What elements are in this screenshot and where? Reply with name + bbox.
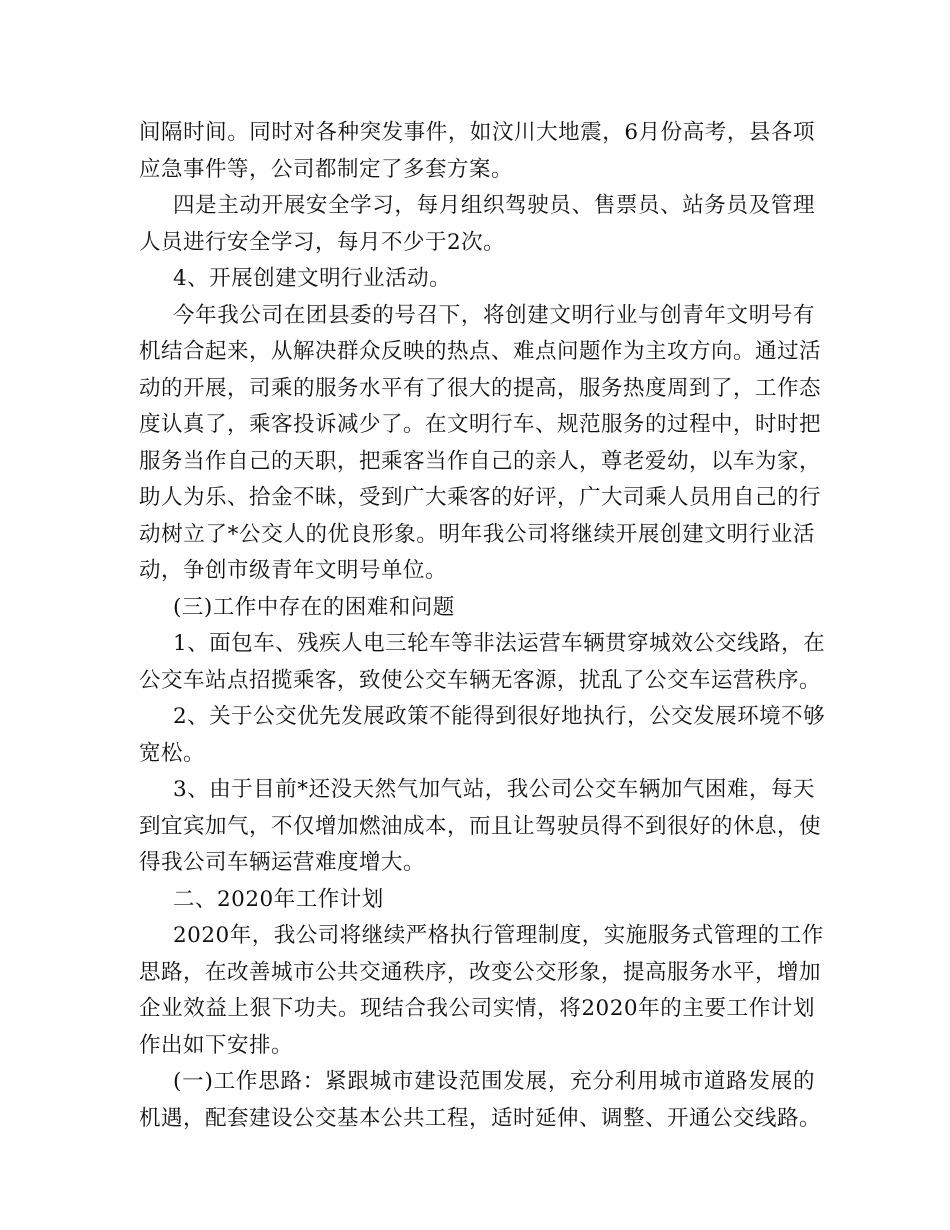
text-line: 今年我公司在团县委的号召下，将创建文明行业与创青年文明号有	[173, 302, 815, 328]
text-line: 宽松。	[139, 740, 206, 766]
text-line: 作出如下安排。	[139, 1032, 294, 1058]
text-line: 企业效益上狠下功夫。现结合我公司实情，将2020年的主要工作计划	[139, 996, 815, 1021]
text-line: 公交车站点招揽乘客，致使公交车辆无客源，扰乱了公交车运营秩序。	[139, 667, 822, 693]
text-line: 动，争创市级青年文明号单位。	[139, 558, 448, 583]
document-body	[139, 115, 826, 1137]
text-line: 思路，在改善城市公共交通秩序，改变公交形象，提高服务水平，增加	[139, 959, 822, 985]
text-line: 2、关于公交优先发展政策不能得到很好地执行，公交发展环境不够	[173, 704, 826, 729]
text-line: 4、开展创建文明行业活动。	[173, 266, 452, 291]
text-line: 人员进行安全学习，每月不少于2次。	[139, 229, 506, 255]
text-line: 3、由于目前*还没天然气加气站，我公司公交车辆加气困难，每天	[173, 777, 815, 802]
text-line: 机结合起来，从解决群众反映的热点、难点问题作为主攻方向。通过活	[139, 339, 822, 364]
text-line: 得我公司车辆运营难度增大。	[139, 850, 426, 875]
text-line: 2020年，我公司将继续严格执行管理制度，实施服务式管理的工作	[173, 923, 824, 948]
text-line: 到宜宾加气，不仅增加燃油成本，而且让驾驶员得不到很好的休息，使	[139, 813, 822, 839]
text-line: 四是主动开展安全学习，每月组织驾驶员、售票员、站务员及管理	[173, 193, 815, 218]
text-line: 度认真了，乘客投诉减少了。在文明行车、规范服务的过程中，时时把	[139, 412, 822, 437]
text-line: 机遇，配套建设公交基本公共工程，适时延伸、调整、开通公交线路。	[139, 1105, 822, 1131]
text-line: 应急事件等，公司都制定了多套方案。	[139, 156, 514, 182]
text-line: 二、2020年工作计划	[173, 886, 384, 912]
text-line: 1、面包车、残疾人电三轮车等非法运营车辆贯穿城效公交线路，在	[173, 631, 826, 656]
text-line: 动树立了*公交人的优良形象。明年我公司将继续开展创建文明行业活	[139, 521, 815, 547]
text-line: (一)工作思路：紧跟城市建设范围发展，充分利用城市道路发展的	[173, 1069, 815, 1094]
text-line: 服务当作自己的天职，把乘客当作自己的亲人，尊老爱幼，以车为家，	[139, 448, 822, 474]
text-line: 助人为乐、拾金不昧，受到广大乘客的好评，广大司乘人员用自己的行	[139, 485, 822, 510]
text-line: 动的开展，司乘的服务水平有了很大的提高，服务热度周到了，工作态	[139, 375, 822, 401]
text-line: 间隔时间。同时对各种突发事件，如汶川大地震，6月份高考，县各项	[139, 120, 815, 145]
text-line: (三)工作中存在的困难和问题	[173, 594, 455, 620]
